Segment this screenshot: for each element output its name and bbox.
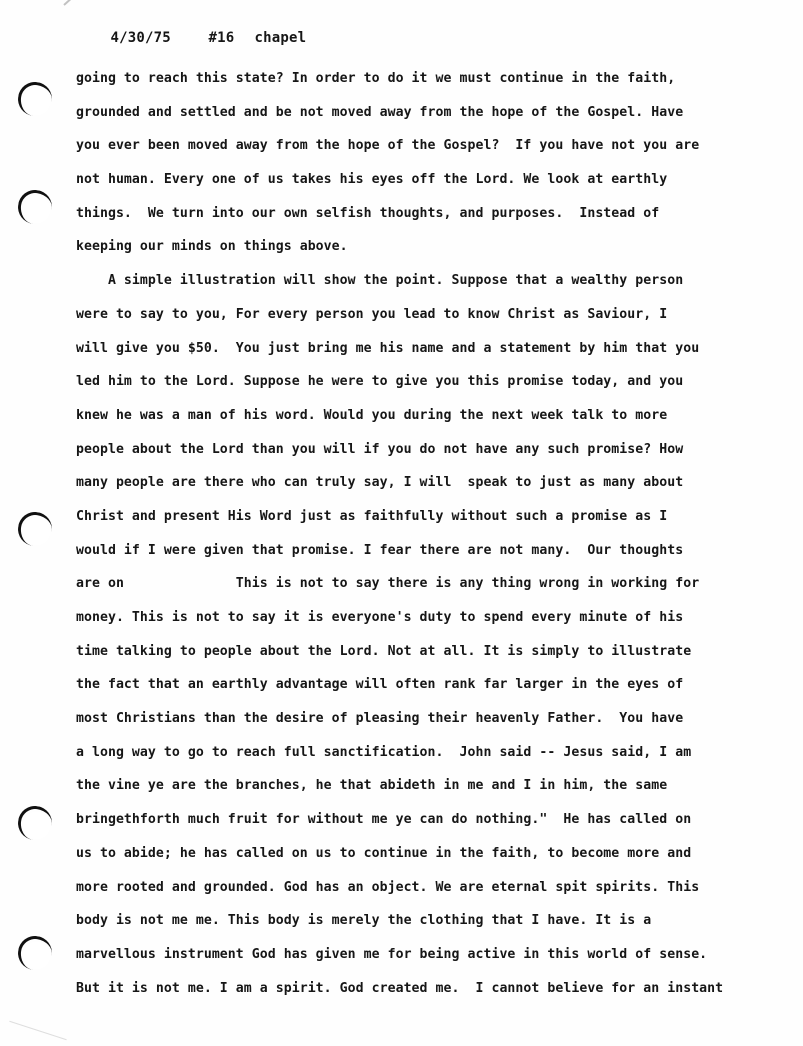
text-line: Christ and present His Word just as faithfully without such a promise as I xyxy=(76,508,668,524)
page-header xyxy=(76,14,306,62)
text-line: more rooted and grounded. God has an object. We are eternal spit spirits. This xyxy=(76,879,700,895)
text-line: keeping our minds on things above. xyxy=(76,239,348,255)
pencil-mark xyxy=(63,0,96,6)
text-line: the fact that an earthly advantage will often rank far larger in the eyes of xyxy=(76,677,684,693)
text-line: a long way to go to reach full sanctification. John said -- Jesus said, I am xyxy=(76,744,692,760)
punch-hole-icon xyxy=(16,188,54,226)
header-date: 4/30/75 xyxy=(110,30,171,46)
text-line: bringethforth much fruit for without me ye can do nothing." He has called on xyxy=(76,812,692,828)
text-line: would if I were given that promise. I fear there are not many. Our thoughts xyxy=(76,542,684,558)
sermon-text xyxy=(76,62,766,1005)
text-line: knew he was a man of his word. Would you during the next week talk to more xyxy=(76,407,668,423)
punch-hole-icon xyxy=(16,934,54,972)
text-line: us to abide; he has called on us to continue in the faith, to become more and xyxy=(76,845,692,861)
punch-hole-icon xyxy=(16,80,54,118)
text-line: grounded and settled and be not moved away from the hope of the Gospel. Have xyxy=(76,104,684,120)
text-line: But it is not me. I am a spirit. God created me. I cannot believe for an instant xyxy=(76,980,724,996)
paper-crease-mark xyxy=(9,1021,66,1040)
text-line: body is not me me. This body is merely the clothing that I have. It is a xyxy=(76,913,652,929)
text-line: many people are there who can truly say, I will speak to just as many about xyxy=(76,475,684,491)
text-line: people about the Lord than you will if you do not have any such promise? How xyxy=(76,441,684,457)
text-line: were to say to you, For every person you lead to know Christ as Saviour, I xyxy=(76,306,668,322)
text-line: going to reach this state? In order to do it we must continue in the faith, xyxy=(76,71,676,86)
text-line: time talking to people about the Lord. Not at all. It is simply to illustrate xyxy=(76,643,692,659)
text-line: you ever been moved away from the hope of the Gospel? If you have not you are xyxy=(76,138,700,154)
punch-hole-icon xyxy=(16,804,54,842)
text-line: marvellous instrument God has given me for being active in this world of sense. xyxy=(76,946,708,962)
text-line: are on This is not to say there is any thing wrong in working for xyxy=(76,576,700,592)
header-number: #16 xyxy=(208,30,235,46)
text-line: most Christians than the desire of pleasing their heavenly Father. You have xyxy=(76,711,684,727)
text-line: led him to the Lord. Suppose he were to give you this promise today, and you xyxy=(76,374,684,390)
text-line: things. We turn into our own selfish thoughts, and purposes. Instead of xyxy=(76,205,660,221)
text-line: will give you $50. You just bring me his name and a statement by him that you xyxy=(76,340,700,356)
text-line: A simple illustration will show the point. Suppose that a wealthy person xyxy=(76,273,684,289)
header-location: chapel xyxy=(254,30,307,46)
text-line: not human. Every one of us takes his eyes off the Lord. We look at earthly xyxy=(76,172,668,188)
text-line: the vine ye are the branches, he that abideth in me and I in him, the same xyxy=(76,778,668,794)
punch-hole-icon xyxy=(16,510,54,548)
text-line: money. This is not to say it is everyone's duty to spend every minute of his xyxy=(76,610,684,625)
